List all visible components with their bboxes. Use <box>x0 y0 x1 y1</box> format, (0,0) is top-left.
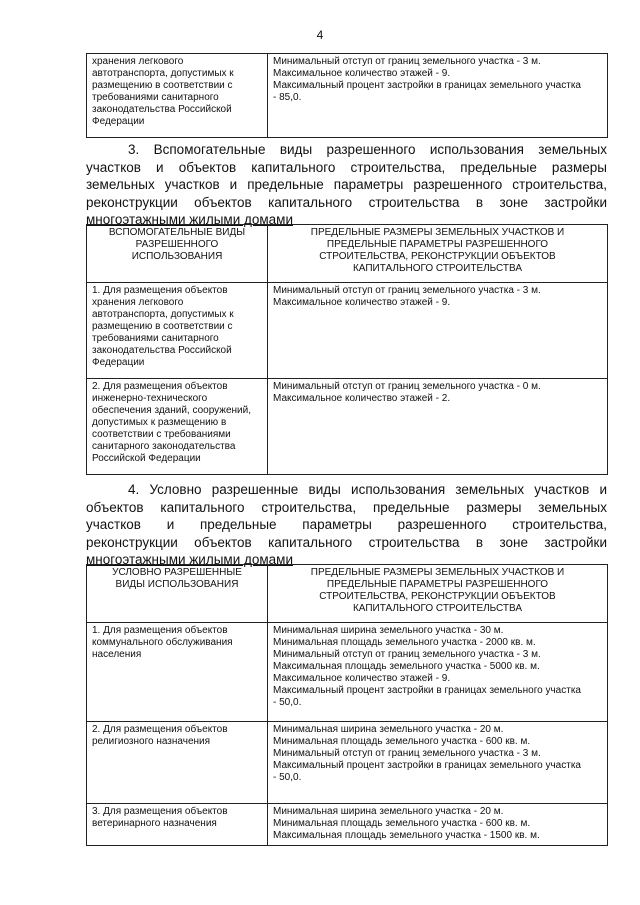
cell-parameters <box>268 804 608 846</box>
text-line: хранения легкового <box>92 297 184 308</box>
text-line: 1. Для размещения объектов <box>92 625 228 636</box>
text-line: Минимальный отступ от границ земельного участка - 3 м. <box>273 285 541 296</box>
text-line: обеспечения зданий, сооружений, <box>92 405 251 416</box>
cell-use-type <box>87 379 268 475</box>
cell-parameters <box>268 379 608 475</box>
text-line: Максимальное количество этажей - 9. <box>273 673 451 684</box>
section-heading-4 <box>86 481 607 569</box>
text-line: СТРОИТЕЛЬСТВА, РЕКОНСТРУКЦИИ ОБЪЕКТОВ <box>319 591 556 602</box>
text-line: ИСПОЛЬЗОВАНИЯ <box>131 251 223 262</box>
cell-parameters <box>268 623 608 722</box>
cell-use-type <box>87 54 268 138</box>
text-line: Федерации <box>92 116 145 127</box>
cell-parameters <box>268 722 608 804</box>
text-line: Минимальная ширина земельного участка - 30 м. <box>273 625 504 636</box>
text-line: - 50,0. <box>273 697 302 708</box>
text-line: Минимальная ширина земельного участка - 20 м. <box>273 724 504 735</box>
text-line: 2. Для размещения объектов <box>92 724 228 735</box>
text-line: ПРЕДЕЛЬНЫЕ ПАРАМЕТРЫ РАЗРЕШЕННОГО <box>326 579 549 590</box>
text-line: Максимальный процент застройки в границах земельного участка <box>273 80 581 91</box>
text-line: 1. Для размещения объектов <box>92 285 228 296</box>
column-header-uses <box>87 225 268 283</box>
table-conditional-uses <box>86 564 608 846</box>
text-line: санитарного законодательства <box>92 441 236 452</box>
text-line: хранения легкового <box>92 56 184 67</box>
table-auxiliary-uses <box>86 224 608 475</box>
text-line: Минимальная площадь земельного участка - 600 кв. м. <box>273 736 531 747</box>
text-line: СТРОИТЕЛЬСТВА, РЕКОНСТРУКЦИИ ОБЪЕКТОВ <box>319 251 556 262</box>
table-continuation <box>86 53 608 138</box>
text-line: размещению в соответствии с <box>92 80 233 91</box>
heading-line: реконструкции объектов капитального строительства в зоне застройки <box>86 194 607 210</box>
column-header-parameters <box>268 225 608 283</box>
text-line: Минимальная площадь земельного участка - 2000 кв. м. <box>273 637 536 648</box>
heading-line: 4. Условно разрешенные виды использования земельных участков и <box>128 482 607 497</box>
cell-parameters <box>268 283 608 379</box>
text-line: ВИДЫ ИСПОЛЬЗОВАНИЯ <box>115 579 239 590</box>
heading-line: участков и объектов капитального строительства, предельные размеры <box>86 159 607 175</box>
text-line: Минимальная ширина земельного участка - 20 м. <box>273 806 504 817</box>
text-line: коммунального обслуживания <box>92 637 233 648</box>
heading-line: земельных участков и предельные параметры разрешенного строительства, <box>86 177 607 192</box>
text-line: законодательства Российской <box>92 104 232 115</box>
table-row <box>87 722 608 804</box>
text-line: требованиями санитарного <box>92 92 219 103</box>
heading-line: объектов капитального строительства, предельные размеры земельных <box>86 499 607 515</box>
text-line: Минимальный отступ от границ земельного участка - 3 м. <box>273 56 541 67</box>
text-line: населения <box>92 649 142 660</box>
table-header-row <box>87 225 608 283</box>
text-line: допустимых к размещению в <box>92 417 227 428</box>
text-line: Максимальное количество этажей - 9. <box>273 68 451 79</box>
text-line: религиозного назначения <box>92 736 211 747</box>
text-line: Минимальный отступ от границ земельного участка - 3 м. <box>273 649 541 660</box>
text-line: Максимальная площадь земельного участка - 5000 кв. м. <box>273 661 540 672</box>
text-line: 2. Для размещения объектов <box>92 381 228 392</box>
text-line: Максимальный процент застройки в границах земельного участка <box>273 685 581 696</box>
text-line: Минимальный отступ от границ земельного участка - 3 м. <box>273 748 541 759</box>
cell-parameters <box>268 54 608 138</box>
text-line: Максимальный процент застройки в границах земельного участка <box>273 760 581 771</box>
cell-use-type <box>87 722 268 804</box>
column-header-parameters <box>268 565 608 623</box>
text-line: автотранспорта, допустимых к <box>92 68 234 79</box>
heading-line: 3. Вспомогательные виды разрешенного использования земельных <box>128 142 607 157</box>
text-line: ПРЕДЕЛЬНЫЕ РАЗМЕРЫ ЗЕМЕЛЬНЫХ УЧАСТКОВ И <box>310 567 565 578</box>
text-line: УСЛОВНО РАЗРЕШЕННЫЕ <box>112 567 242 578</box>
text-line: - 50,0. <box>273 772 302 783</box>
cell-use-type <box>87 283 268 379</box>
text-line: Российской Федерации <box>92 453 201 464</box>
text-line: РАЗРЕШЕННОГО <box>135 239 219 250</box>
text-line: размещению в соответствии с <box>92 321 233 332</box>
text-line: ПРЕДЕЛЬНЫЕ РАЗМЕРЫ ЗЕМЕЛЬНЫХ УЧАСТКОВ И <box>310 227 565 238</box>
text-line: требованиями санитарного <box>92 333 219 344</box>
text-line: инженерно-технического <box>92 393 208 404</box>
heading-line: многоэтажными жилыми домами <box>86 552 293 567</box>
text-line: законодательства Российской <box>92 345 232 356</box>
text-line: ветеринарного назначения <box>92 818 217 829</box>
table-row <box>87 804 608 846</box>
heading-line: участков и предельные параметры разрешенного строительства, <box>86 517 607 532</box>
text-line: Минимальная площадь земельного участка - 600 кв. м. <box>273 818 531 829</box>
table-row <box>87 54 608 138</box>
text-line: Максимальная площадь земельного участка - 1500 кв. м. <box>273 830 540 841</box>
table-row <box>87 623 608 722</box>
heading-line: реконструкции объектов капитального строительства в зоне застройки <box>86 534 607 550</box>
table-header-row <box>87 565 608 623</box>
text-line: ВСПОМОГАТЕЛЬНЫЕ ВИДЫ <box>108 227 246 238</box>
cell-use-type <box>87 623 268 722</box>
table-row <box>87 283 608 379</box>
column-header-uses <box>87 565 268 623</box>
text-line: 3. Для размещения объектов <box>92 806 228 817</box>
text-line: соответствии с требованиями <box>92 429 231 440</box>
text-line: КАПИТАЛЬНОГО СТРОИТЕЛЬСТВА <box>352 603 523 614</box>
text-line: Максимальное количество этажей - 2. <box>273 393 451 404</box>
text-line: автотранспорта, допустимых к <box>92 309 234 320</box>
text-line: ПРЕДЕЛЬНЫЕ ПАРАМЕТРЫ РАЗРЕШЕННОГО <box>326 239 549 250</box>
page-number: 4 <box>316 28 324 42</box>
section-heading-3 <box>86 141 607 229</box>
cell-use-type <box>87 804 268 846</box>
table-row <box>87 379 608 475</box>
heading-line: многоэтажными жилыми домами <box>86 212 293 227</box>
text-line: КАПИТАЛЬНОГО СТРОИТЕЛЬСТВА <box>352 263 523 274</box>
text-line: Федерации <box>92 357 145 368</box>
text-line: Минимальный отступ от границ земельного участка - 0 м. <box>273 381 541 392</box>
text-line: Максимальное количество этажей - 9. <box>273 297 451 308</box>
text-line: - 85,0. <box>273 92 302 103</box>
